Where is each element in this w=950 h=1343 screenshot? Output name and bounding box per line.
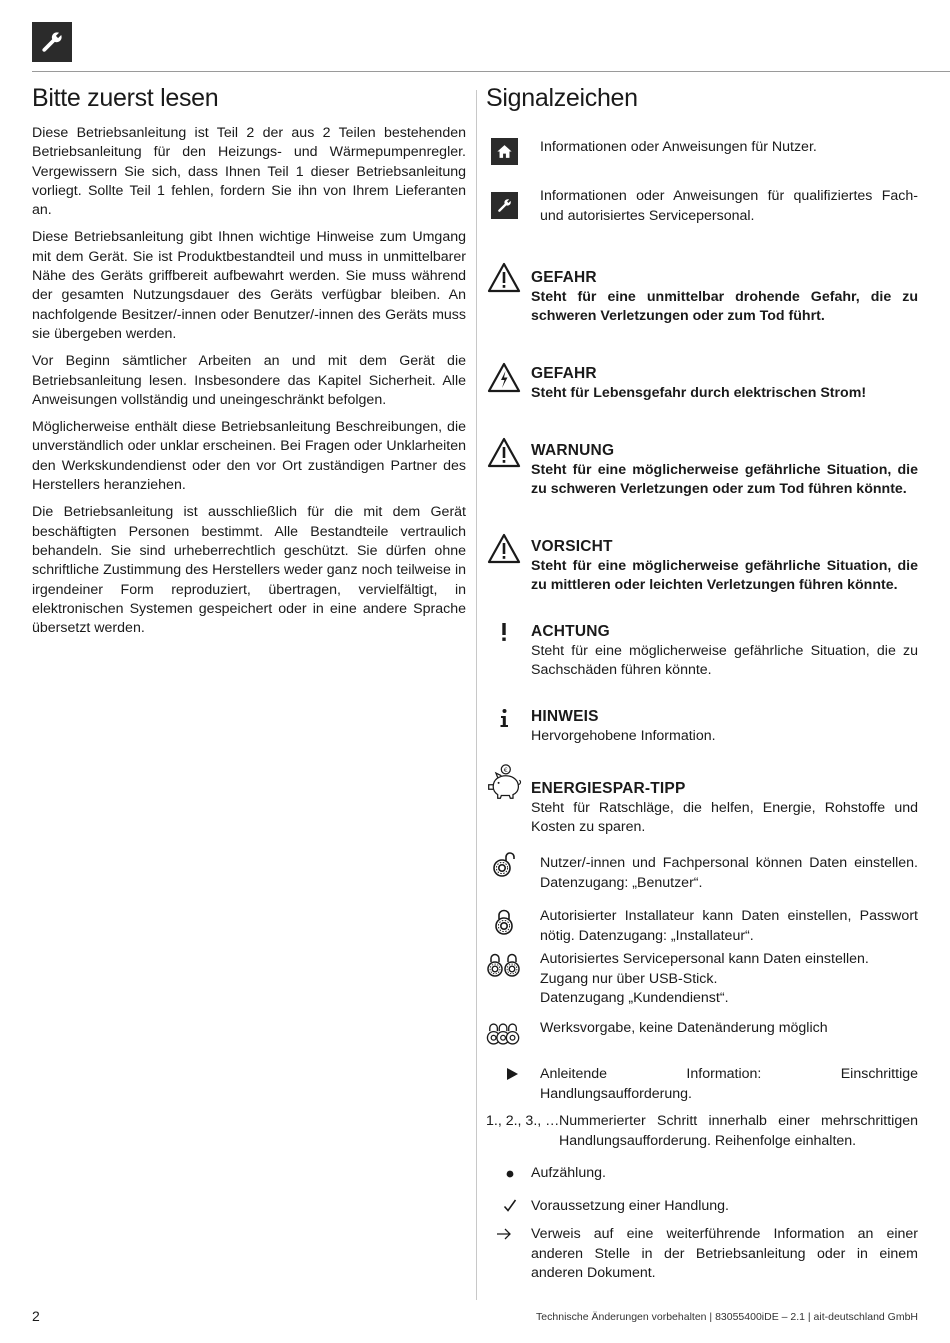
attention-heading: ACHTUNG <box>531 623 610 640</box>
bullet-dot-icon <box>500 1164 520 1183</box>
header-wrench-icon <box>32 22 72 62</box>
access-service-text-3: Datenzugang „Kundendienst“. <box>540 990 729 1006</box>
header-rule <box>32 71 950 72</box>
intro-paragraph-3: Vor Beginn sämtlicher Arbeiten an und mit dem Gerät die Betriebsanleitung lesen. Insbesondere das Kapitel Sicherheit. Alle Anweisungen vollständig und uneingeschränkt befolgen. <box>32 353 466 408</box>
signal-service-info <box>486 187 918 226</box>
energy-text: Steht für Ratschläge, die helfen, Energie, Rohstoffe und Kosten zu sparen. <box>531 799 918 835</box>
intro-title: Bitte zuerst lesen <box>32 84 219 112</box>
unlocked-padlock-icon <box>486 850 522 878</box>
service-info-text: Informationen oder Anweisungen für qualifiziertes Fach- und autorisiertes Servicepersonal. <box>540 188 918 224</box>
play-arrow-icon <box>502 1065 522 1083</box>
note-text: Hervorgehobene Information. <box>531 727 716 744</box>
intro-paragraph-4: Möglicherweise enthält diese Betriebsanleitung Beschreibungen, die unverständlich oder unklar erscheinen. Bei Fragen oder Unklarheiten den Werkskundendienst oder den vor Ort zuständigen Partner des Herstellers heranziehen. <box>32 419 466 494</box>
footer-text: Technische Änderungen vorbehalten | 83055400iDE – 2.1 | ait-deutschland GmbH <box>536 1311 918 1323</box>
signal-user-info <box>486 138 918 158</box>
intro-paragraph-2: Diese Betriebsanleitung gibt Ihnen wichtige Hinweise zum Umgang mit dem Gerät. Sie ist Produktbestandteil und muss in unmittelbarer Nähe des Geräts griffbereit aufbewahrt werden. Sie muss während der gesamten Nutzungsdauer des Geräts verfügbar bleiben. An nachfolgende Besitzer/-innen oder Benutzer/-innen des Geräts muss sie übergeben werden. <box>32 229 466 342</box>
electric-danger-heading: GEFAHR <box>531 365 597 382</box>
reference-item <box>486 1225 918 1284</box>
precondition-text: Voraussetzung einer Handlung. <box>531 1198 729 1214</box>
warning-triangle-icon <box>486 533 522 565</box>
bullet-text: Aufzählung. <box>531 1165 606 1181</box>
intro-paragraph-5: Die Betriebsanleitung ist ausschließlich für die mit dem Gerät beschäftigten Personen bestimmt. Alle Bestandteile vertraulich behandeln. Sie sind urheberrechtlich geschützt. Sie dürfen ohne schriftliche Zustimmung des Herstellers weder ganz noch teilweise in irgendeiner Form reproduziert, übertragen, vervielfältigt, in elektronischen Systemen gespeichert oder in eine andere Sprache übersetzt werden. <box>32 504 466 637</box>
single-step <box>486 1065 918 1104</box>
steps-numbering: 1., 2., 3., … <box>486 1113 560 1129</box>
column-divider <box>476 90 477 1300</box>
access-factory <box>486 1019 918 1039</box>
signal-warning <box>486 441 918 500</box>
precondition-item <box>486 1197 918 1217</box>
access-installer-text: Autorisierter Installateur kann Daten einstellen, Passwort nötig. Datenzugang: „Installateur“. <box>540 908 918 944</box>
warning-heading: WARNUNG <box>531 442 615 459</box>
signal-danger <box>486 268 918 327</box>
caution-text: Steht für eine möglicherweise gefährliche Situation, die zu mittleren oder leichten Verletzungen führen könnte. <box>531 557 918 593</box>
electric-danger-text: Steht für Lebensgefahr durch elektrischen Strom! <box>531 384 867 401</box>
checkmark-icon <box>500 1197 520 1215</box>
svg-text:€: € <box>503 767 508 775</box>
signal-energy-tip <box>486 767 918 838</box>
access-service-text-2: Zugang nur über USB-Stick. <box>540 970 718 987</box>
arrow-right-icon <box>494 1225 514 1243</box>
user-info-text: Informationen oder Anweisungen für Nutzer. <box>540 139 817 155</box>
access-installer <box>486 907 918 946</box>
signal-electric-danger <box>486 364 918 403</box>
attention-text: Steht für eine möglicherweise gefährliche Situation, die zu Sachschäden führen könnte. <box>531 642 918 678</box>
signal-section <box>486 84 918 124</box>
energy-heading: ENERGIESPAR-TIPP <box>531 780 686 797</box>
single-step-text: Anleitende Information: Einschrittige Handlungsaufforderung. <box>540 1066 918 1102</box>
signal-title: Signalzeichen <box>486 84 638 112</box>
access-service <box>486 950 918 1009</box>
electric-triangle-icon <box>486 362 522 394</box>
access-user-text: Nutzer/-innen und Fachpersonal können Daten einstellen. Datenzugang: „Benutzer“. <box>540 855 918 891</box>
info-icon <box>486 708 522 728</box>
triple-padlock-icon <box>486 1019 522 1049</box>
signal-note <box>486 707 918 746</box>
intro-paragraph-1: Diese Betriebsanleitung ist Teil 2 der aus 2 Teilen bestehenden Betriebsanleitung für den Heizungs- und Wärmepumpenregler. Vergewissern Sie sich, dass Ihnen Teil 1 dieser Betriebsanleitung vorliegt. Sollte Teil 1 fehlen, fordern Sie ihn von Ihrem Lieferanten an. <box>32 125 466 219</box>
warning-triangle-icon <box>486 437 522 469</box>
caution-heading: VORSICHT <box>531 538 613 555</box>
house-icon <box>491 138 518 165</box>
multi-steps-body <box>559 1112 918 1151</box>
access-factory-text: Werksvorgabe, keine Datenänderung möglich <box>540 1020 828 1036</box>
signal-attention <box>486 622 918 681</box>
access-service-text-1: Autorisiertes Servicepersonal kann Daten einstellen. <box>540 951 869 967</box>
piggy-bank-icon <box>486 761 522 803</box>
access-user <box>486 854 918 893</box>
warning-text: Steht für eine möglicherweise gefährliche Situation, die zu schweren Verletzungen oder zum Tod führen könnte. <box>531 461 918 497</box>
double-padlock-icon <box>486 950 522 980</box>
wrench-icon <box>491 192 518 219</box>
reference-text: Verweis auf eine weiterführende Information an einer anderen Stelle in der Betriebsanleitung oder in einem anderen Dokument. <box>531 1226 918 1281</box>
danger-text: Steht für eine unmittelbar drohende Gefahr, die zu schweren Verletzungen oder zum Tod führt. <box>531 288 918 324</box>
danger-heading: GEFAHR <box>531 269 597 286</box>
page-number: 2 <box>32 1308 40 1324</box>
bullet-item <box>486 1164 918 1184</box>
padlock-icon <box>486 907 522 937</box>
multi-steps-text: Nummerierter Schritt innerhalb einer mehrschrittigen Handlungsaufforderung. Reihenfolge einhalten. <box>559 1113 918 1149</box>
signal-caution <box>486 537 918 596</box>
note-heading: HINWEIS <box>531 708 599 725</box>
exclamation-icon <box>486 622 522 642</box>
intro-section <box>32 84 466 646</box>
warning-triangle-icon <box>486 262 522 294</box>
